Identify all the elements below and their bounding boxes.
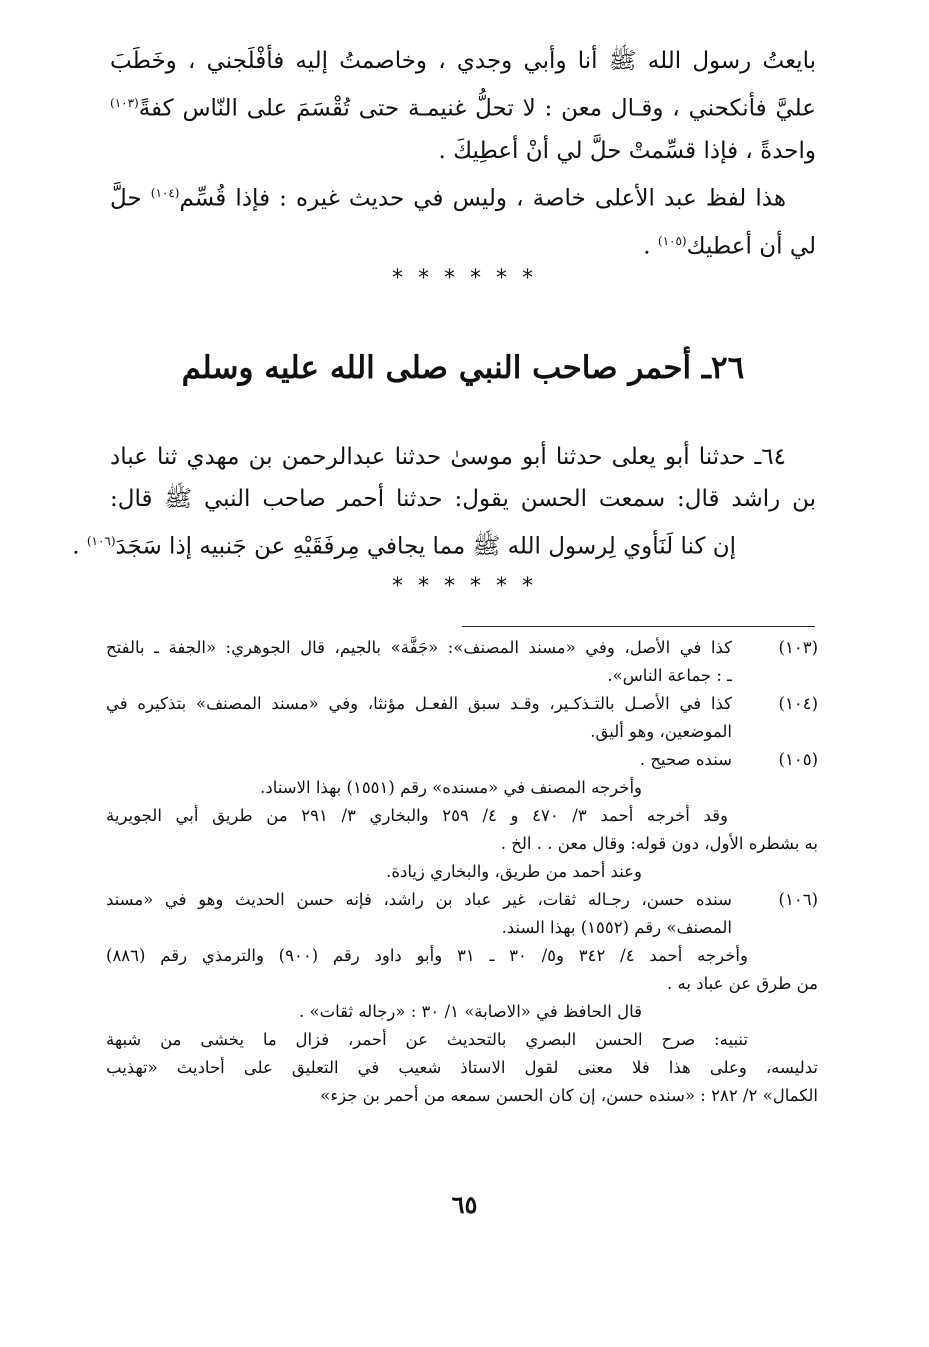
text-segment: لي أن أعطيك — [686, 233, 816, 260]
footnote-line: كذا في الأصل، وفي «مسند المصنف»: «جَفَّة» بالجيم، قال الجوهري: «الجفة ـ بالفتح — [106, 638, 732, 657]
footnote-ref: (١٠٣) — [110, 96, 139, 110]
text-line — [110, 220, 816, 268]
text-line — [110, 172, 816, 220]
footnote-line: سنده صحيح . — [639, 750, 732, 769]
footnote-line: تدليسه، وعلى هذا فلا معنى لقول الاستاذ شعيب في التعليق على أحاديث «تهذيب — [106, 1058, 818, 1077]
footnote-line: الموضعين، وهو أليق. — [590, 722, 732, 741]
footnote-number: (١٠٥) — [778, 750, 818, 769]
text-segment: إن كنا لَنَأوي لِرسول الله ﷺ مما يجافي مِرفَقَيْهِ عن جَنبيه إذا سَجَدَ — [115, 533, 736, 560]
footnote-line: وعند أحمد من طريق، والبخاري زيادة. — [386, 862, 642, 881]
paragraph-commentary — [110, 172, 816, 267]
footnote-line: وقد أخرجه أحمد ٣/ ٤٧٠ و ٤/ ٢٥٩ والبخاري ٣/ ٢٩١ من طريق أبي الجويرية — [106, 806, 728, 825]
text-line: بايعتُ رسول الله ﷺ أنا وأبي وجدي ، وخاصمتُ إليه فأفْلَجني ، وخَطَبَ — [110, 48, 816, 74]
text-line: بن راشد قال: سمعت الحسن يقول: حدثنا أحمر صاحب النبي ﷺ قال: — [110, 486, 816, 512]
text-line — [110, 82, 816, 130]
paragraph-hadith-64 — [72, 436, 816, 568]
footnote-104 — [106, 690, 818, 746]
footnote-ref: (١٠٥) — [657, 233, 687, 248]
footnote-line: به بشطره الأول، دون قوله: وقال معن . . الخ . — [500, 834, 818, 853]
footnote-divider — [462, 626, 815, 627]
footnote-number: (١٠٣) — [778, 638, 818, 657]
footnote-body — [106, 634, 732, 690]
text-segment: حلَّ — [110, 185, 151, 212]
footnote-number: (١٠٤) — [778, 694, 818, 713]
page-number: ٦٥ — [451, 1190, 478, 1219]
section-separator: * * * * * * — [392, 574, 537, 599]
text-segment: . — [643, 233, 658, 260]
footnote-number: (١٠٦) — [778, 890, 818, 909]
footnote-line: وأخرجه المصنف في «مسنده» رقم (١٥٥١) بهذا الاسناد. — [260, 778, 642, 797]
footnote-line: المصنف» رقم (١٥٥٢) بهذا السند. — [501, 918, 732, 937]
footnote-line: الكمال» ٢/ ٢٨٢ : «سنده حسن، إن كان الحسن سمعه من أحمر بن جزء» — [320, 1086, 818, 1105]
footnote-line: كذا في الأصـل بالتـذكـير، وقـد سبق الفعـل مؤنثا، وفي «مسند المصنف» بتذكيره في — [106, 694, 732, 713]
footnote-line: سنده حسن، رجـاله ثقات، غير عباد بن راشد، فإنه حسن الحديث وهو في «مسند — [106, 890, 732, 909]
paragraph-hadith-continuation — [110, 40, 816, 172]
chapter-heading: ٢٦ـ أحمر صاحب النبي صلى الله عليه وسلم — [181, 350, 745, 386]
text-line: واحدةً ، فإذا قسِّمتْ حلَّ لي أنْ أعطِيكَ . — [438, 137, 816, 164]
footnote-line: ـ : جماعة الناس». — [607, 666, 732, 685]
footnote-105 — [106, 746, 818, 886]
footnote-body — [106, 690, 732, 746]
footnote-ref: (١٠٤) — [150, 186, 180, 200]
footnote-ref: (١٠٦) — [86, 534, 116, 548]
text-segment: هذا لفظ عبد الأعلى خاصة ، وليس في حديث غيره : فإذا قُسِّم — [179, 185, 786, 212]
text-segment: . — [72, 533, 87, 560]
footnote-line: وأخرجه أحمد ٤/ ٣٤٢ و٥/ ٣٠ ـ ٣١ وأبو داود رقم (٩٠٠) والترمذي رقم (٨٨٦) — [106, 946, 748, 965]
footnotes — [106, 634, 818, 1110]
footnote-line: من طرق عن عباد به . — [667, 974, 818, 993]
footnote-103 — [106, 634, 818, 690]
footnote-line: تنبيه: صرح الحسن البصري بالتحديث عن أحمر، فزال ما يخشى من شبهة — [106, 1030, 748, 1049]
footnote-106 — [106, 886, 818, 1110]
text-line — [72, 520, 816, 568]
footnote-line: قال الحافظ في «الاصابة» ١/ ٣٠ : «رجاله ثقات» . — [299, 1002, 642, 1021]
text-segment: عليَّ فأنكحني ، وقـال معن : لا تحلُّ غنيمـة حتى تُقْسَمَ على النّاس كفةً — [138, 95, 816, 122]
text-line: ٦٤ـ حدثنا أبو يعلى حدثنا أبو موسىٰ حدثنا عبدالرحمن بن مهدي ثنا عباد — [110, 444, 786, 470]
section-separator: * * * * * * — [392, 266, 537, 291]
